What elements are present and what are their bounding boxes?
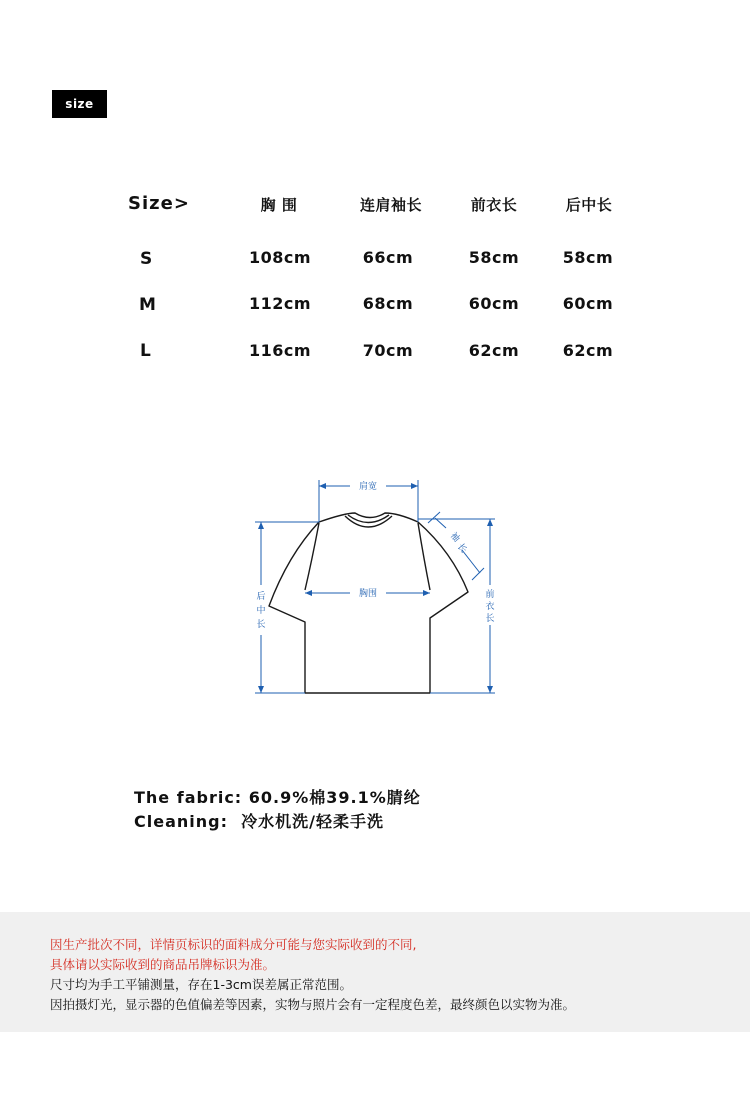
- table-cell: 62cm: [468, 341, 520, 360]
- table-cell: 60cm: [468, 294, 520, 313]
- table-cell: 68cm: [362, 294, 414, 313]
- notice-line: 尺寸均为手工平铺测量，存在1-3cm误差属正常范围。: [50, 977, 352, 992]
- table-cell: 70cm: [362, 341, 414, 360]
- notice-line: 因生产批次不同，详情页标识的面料成分可能与您实际收到的不同,: [50, 937, 417, 952]
- front-length-header: 前衣长: [470, 196, 518, 214]
- size-badge: size: [52, 90, 107, 118]
- row-size-label: S: [140, 249, 153, 269]
- notice-line: 具体请以实际收到的商品吊牌标识为准。: [50, 957, 276, 972]
- sleeve-label-2: 长: [454, 542, 469, 556]
- fabric-composition: The fabric: 60.9%棉39.1%腈纶: [134, 788, 421, 807]
- front-length-label-2: 衣: [485, 602, 495, 612]
- table-cell: 58cm: [562, 248, 614, 267]
- table-cell: 108cm: [248, 248, 312, 267]
- table-cell: 58cm: [468, 248, 520, 267]
- front-length-label-3: 长: [485, 614, 495, 624]
- table-cell: 60cm: [562, 294, 614, 313]
- chest-header: 胸 围: [260, 196, 298, 214]
- tshirt-measurement-diagram: [240, 470, 510, 710]
- dimension-lines: [255, 480, 495, 693]
- tshirt-outline: [269, 513, 468, 693]
- dimension-arrows: [258, 483, 493, 693]
- back-length-label-1: 后: [256, 592, 266, 602]
- row-size-label: M: [139, 295, 157, 315]
- back-length-label-2: 中: [256, 606, 266, 616]
- row-size-label: L: [140, 341, 152, 361]
- front-length-label-1: 前: [485, 590, 495, 600]
- notice-line: 因拍摄灯光，显示器的色值偏差等因素，实物与照片会有一定程度色差，最终颜色以实物为准。: [50, 997, 576, 1012]
- chest-label: 胸围: [358, 589, 378, 599]
- size-header: Size>: [128, 193, 190, 214]
- table-cell: 62cm: [562, 341, 614, 360]
- table-cell: 116cm: [248, 341, 312, 360]
- sleeve-length-header: 连肩袖长: [359, 196, 423, 214]
- cleaning-instructions: Cleaning: 冷水机洗/轻柔手洗: [134, 812, 384, 831]
- notice-panel: [0, 912, 750, 1032]
- shoulder-label: 肩宽: [358, 482, 378, 492]
- table-cell: 66cm: [362, 248, 414, 267]
- back-length-label-3: 长: [256, 620, 266, 630]
- table-cell: 112cm: [248, 294, 312, 313]
- back-length-header: 后中长: [565, 196, 613, 214]
- sleeve-label-1: 袖: [447, 531, 462, 545]
